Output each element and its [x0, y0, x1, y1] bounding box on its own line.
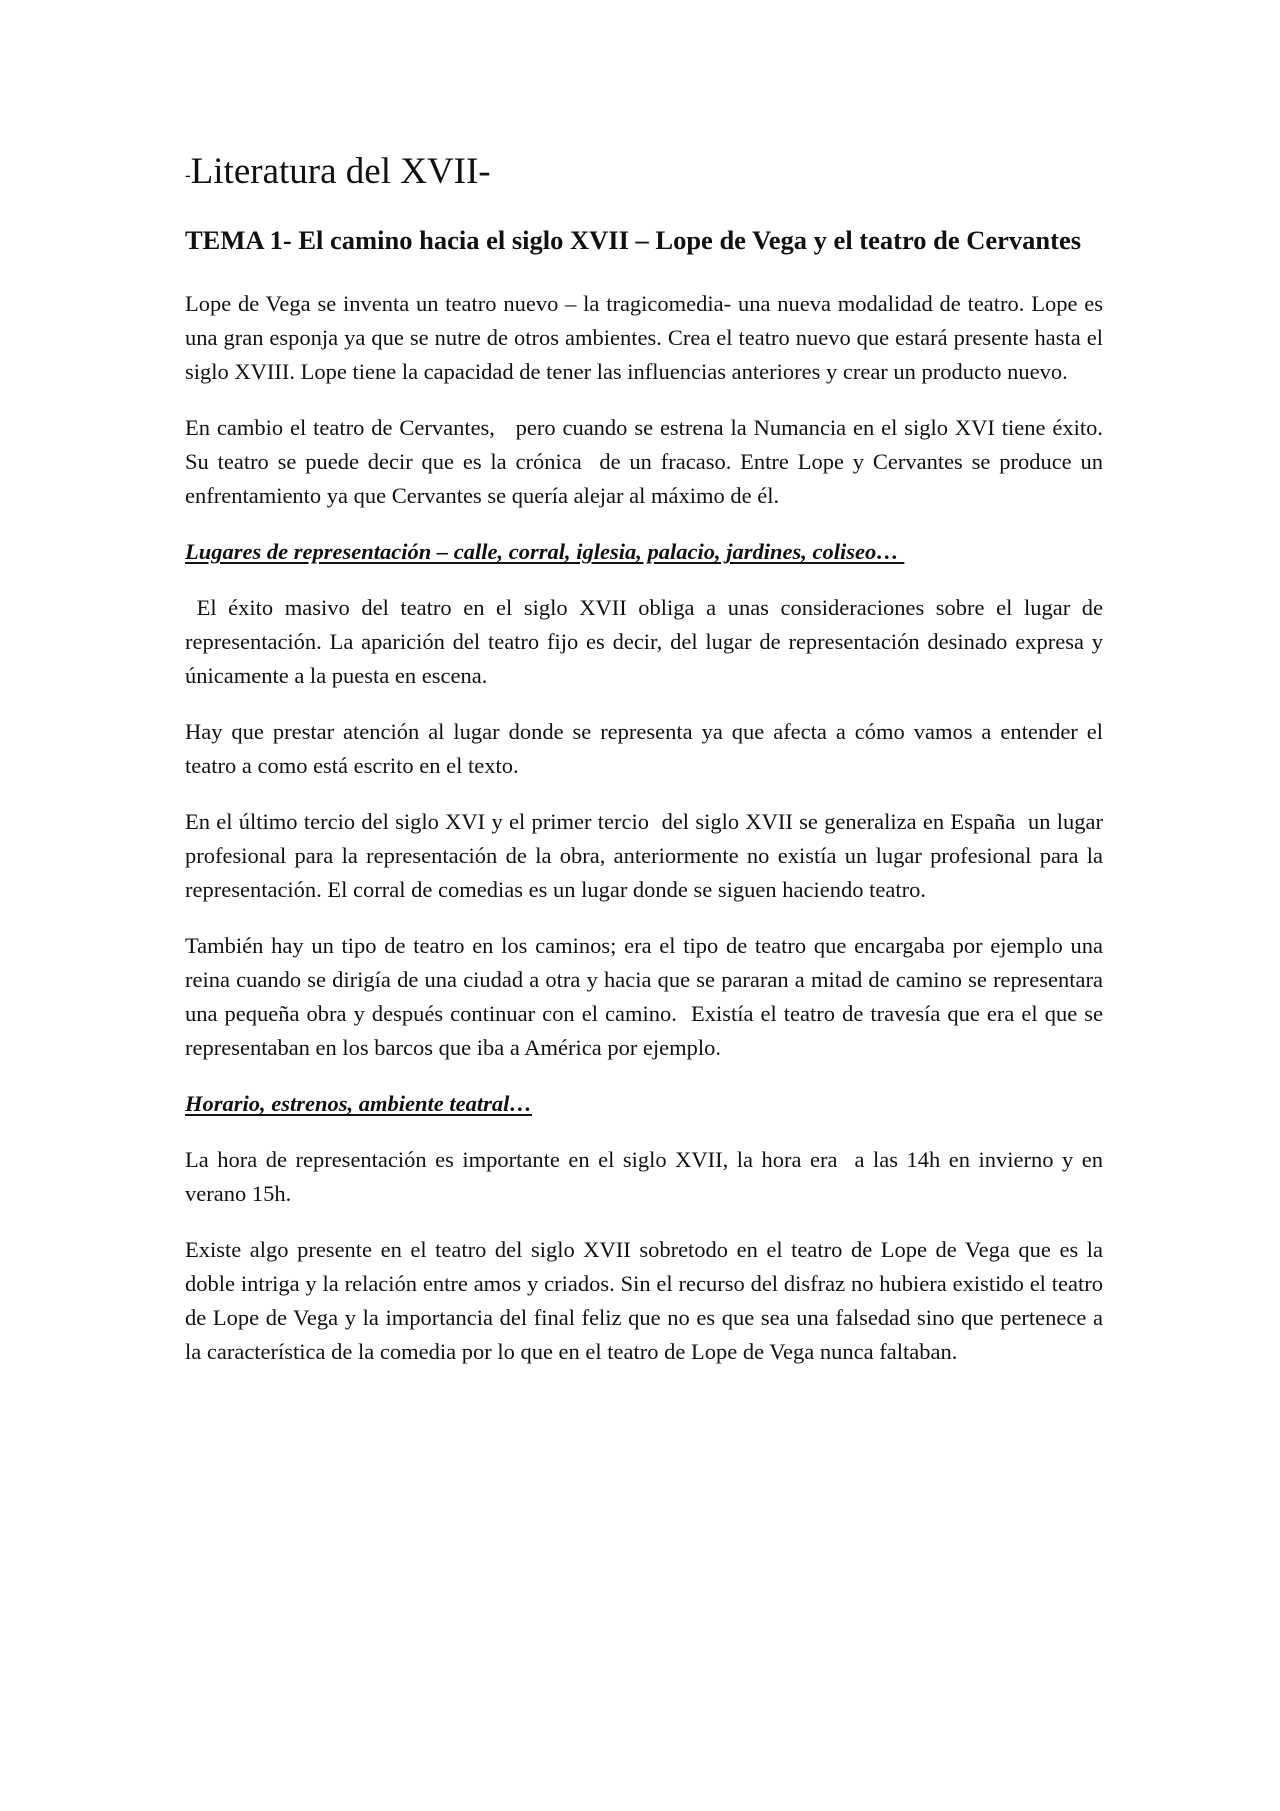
title-text: Literatura del XVII-: [190, 151, 491, 192]
section-horario: [185, 1087, 1109, 1369]
intro-paragraph-lope: Lope de Vega se inventa un teatro nuevo – la tragicomedia- una nueva modalidad de teatro. Lope es una gran esponja ya que se nutre de otros ambientes. Crea el teatro nuevo que estará presente hasta el siglo XVIII. Lope tiene la capacidad de tener las influencias anteriores y crear un producto nuevo.: [185, 291, 1109, 385]
section-paragraph: Existe algo presente en el teatro del siglo XVII sobretodo en el teatro de Lope de Vega que es la doble intriga y la relación entre amos y criados. Sin el recurso del disfraz no hubiera existido el teatro de Lope de Vega y la importancia del final feliz que no es que sea una falsedad sino que pertenece a la característica de la comedia por lo que en el teatro de Lope de Vega nunca faltaban.: [185, 1237, 1109, 1365]
section-paragraph: La hora de representación es importante en el siglo XVII, la hora era a las 14h en invierno y en verano 15h.: [185, 1147, 1109, 1207]
section-paragraph: En el último tercio del siglo XVI y el primer tercio del siglo XVII se generaliza en España un lugar profesional para la representación de la obra, anteriormente no existía un lugar profesional para la representación. El corral de comedias es un lugar donde se siguen haciendo teatro.: [185, 809, 1109, 903]
section-heading-lugares: Lugares de representación – calle, corral, iglesia, palacio, jardines, coliseo…: [185, 539, 905, 565]
document-title: [185, 150, 1103, 194]
section-paragraph: También hay un tipo de teatro en los caminos; era el tipo de teatro que encargaba por ejemplo una reina cuando se dirigía de una ciudad a otra y hacia que se pararan a mitad de camino se representara una pequeña obra y después continuar con el camino. Existía el teatro de travesía que era el que se representaban en los barcos que iba a América por ejemplo.: [185, 933, 1109, 1061]
topic-heading: TEMA 1- El camino hacia el siglo XVII – Lope de Vega y el teatro de Cervantes: [185, 225, 1082, 256]
section-paragraph: El éxito masivo del teatro en el siglo XVII obliga a unas consideraciones sobre el lugar de representación. La aparición del teatro fijo es decir, del lugar de representación desinado expresa y únicamente a la puesta en escena.: [185, 595, 1109, 689]
section-paragraph: Hay que prestar atención al lugar donde se representa ya que afecta a cómo vamos a entender el teatro a como está escrito en el texto.: [185, 719, 1109, 779]
intro-paragraph-cervantes: En cambio el teatro de Cervantes, pero cuando se estrena la Numancia en el siglo XVI tiene éxito. Su teatro se puede decir que es la crónica de un fracaso. Entre Lope y Cervantes se produce un enfrentamiento ya que Cervantes se quería alejar al máximo de él.: [185, 415, 1115, 509]
section-lugares: [185, 535, 1109, 1065]
document-page: [185, 150, 1115, 1391]
section-heading-horario: Horario, estrenos, ambiente teatral…: [185, 1091, 532, 1117]
title-dash: -: [185, 165, 191, 185]
